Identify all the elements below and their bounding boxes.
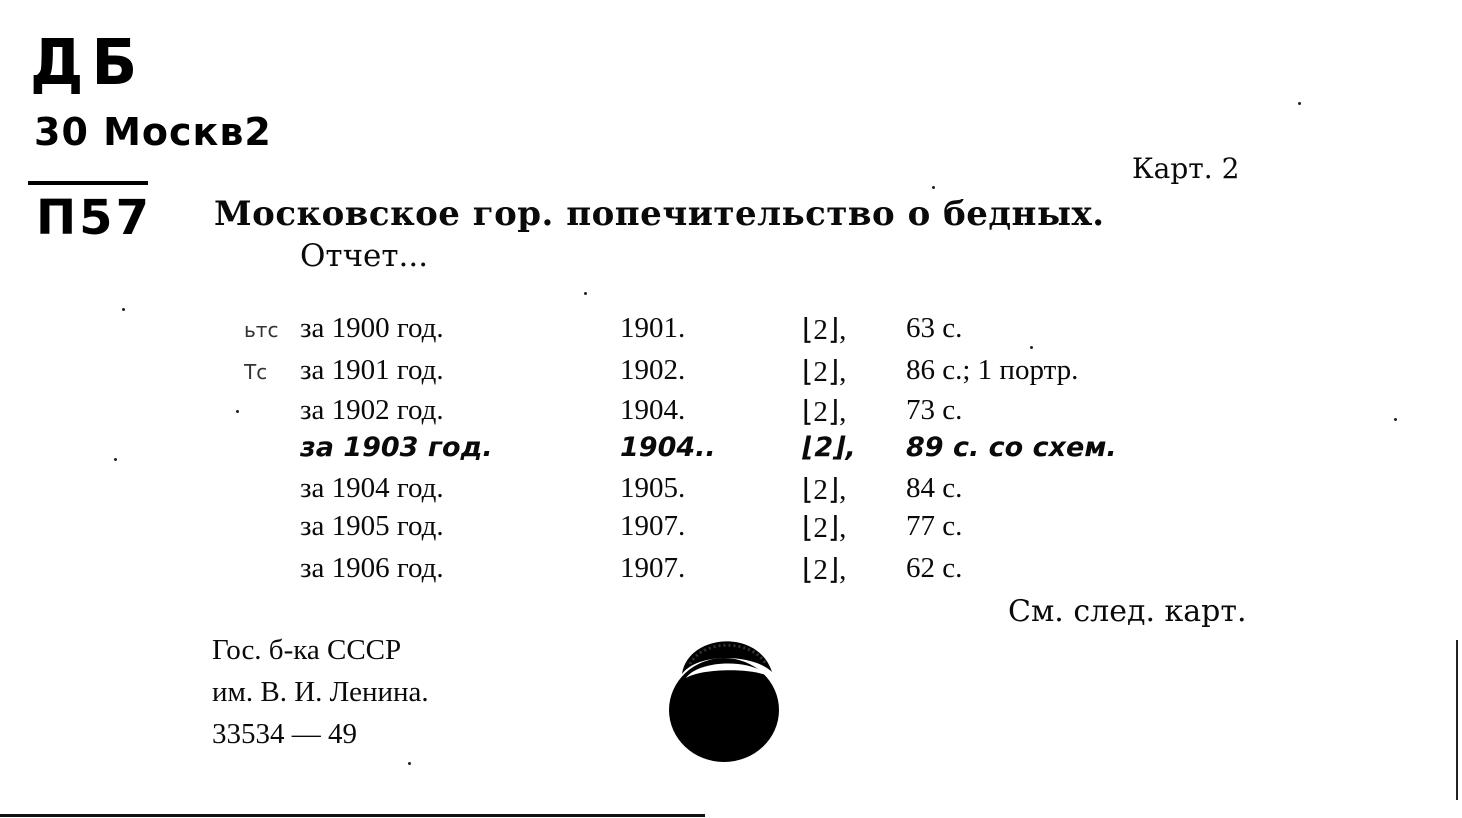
holding-extent: 77 с. bbox=[906, 510, 963, 542]
holding-extent: 86 с.; 1 портр. bbox=[906, 354, 1079, 386]
holding-year: за 1904 год. bbox=[300, 472, 444, 504]
holding-extent: 84 с. bbox=[906, 472, 963, 504]
punch-hole bbox=[668, 614, 780, 764]
holding-mark: Тс bbox=[244, 360, 268, 384]
holding-published: 1905. bbox=[620, 472, 686, 504]
holding-volumes: ⌊2⌋, bbox=[802, 432, 856, 463]
scan-speck bbox=[932, 186, 935, 189]
holding-year: за 1902 год. bbox=[300, 394, 444, 426]
scan-edge-bottom bbox=[0, 814, 705, 817]
scan-speck bbox=[1394, 418, 1397, 421]
holding-published: 1901. bbox=[620, 312, 686, 344]
holding-volumes: ⌊2⌋, bbox=[802, 396, 847, 428]
holding-volumes: ⌊2⌋, bbox=[802, 512, 847, 544]
scan-speck bbox=[408, 762, 411, 765]
holding-volumes: ⌊2⌋, bbox=[802, 314, 847, 346]
shelfmark-line-3: П57 bbox=[36, 190, 152, 246]
holding-published: 1904.. bbox=[620, 432, 716, 463]
scan-speck bbox=[236, 410, 239, 413]
holding-extent: 89 с. со схем. bbox=[906, 432, 1117, 463]
holding-published: 1902. bbox=[620, 354, 686, 386]
shelfmark-line-1: ДБ bbox=[30, 26, 146, 100]
holding-volumes: ⌊2⌋, bbox=[802, 554, 847, 586]
holding-published: 1904. bbox=[620, 394, 686, 426]
holding-extent: 73 с. bbox=[906, 394, 963, 426]
entry-subtitle: Отчет... bbox=[300, 238, 429, 274]
scan-speck bbox=[122, 308, 125, 311]
holding-year: за 1901 год. bbox=[300, 354, 444, 386]
shelfmark-divider bbox=[28, 181, 148, 185]
holding-extent: 62 с. bbox=[906, 552, 963, 584]
holding-published: 1907. bbox=[620, 510, 686, 542]
holding-volumes: ⌊2⌋, bbox=[802, 474, 847, 506]
scan-speck bbox=[1298, 102, 1301, 105]
shelfmark-line-2: 30 Москв2 bbox=[34, 110, 272, 154]
imprint-line-2: им. В. И. Ленина. bbox=[212, 676, 429, 708]
see-next-card: См. след. карт. bbox=[1008, 594, 1247, 629]
imprint-line-1: Гос. б-ка СССР bbox=[212, 634, 402, 666]
holding-published: 1907. bbox=[620, 552, 686, 584]
holding-year: за 1900 год. bbox=[300, 312, 444, 344]
entry-title: Московское гор. попечительство о бедных. bbox=[214, 194, 1105, 234]
scan-edge-right bbox=[1456, 640, 1458, 800]
scan-speck bbox=[584, 292, 587, 295]
holding-year: за 1906 год. bbox=[300, 552, 444, 584]
card-number: Карт. 2 bbox=[1132, 152, 1240, 185]
scan-speck bbox=[1030, 346, 1033, 349]
scan-speck bbox=[114, 458, 117, 461]
holding-extent: 63 с. bbox=[906, 312, 963, 344]
holding-year: за 1905 год. bbox=[300, 510, 444, 542]
holding-year: за 1903 год. bbox=[300, 432, 493, 463]
holding-mark: ьтс bbox=[244, 318, 279, 342]
holding-volumes: ⌊2⌋, bbox=[802, 356, 847, 388]
imprint-line-3: 33534 — 49 bbox=[212, 718, 357, 750]
